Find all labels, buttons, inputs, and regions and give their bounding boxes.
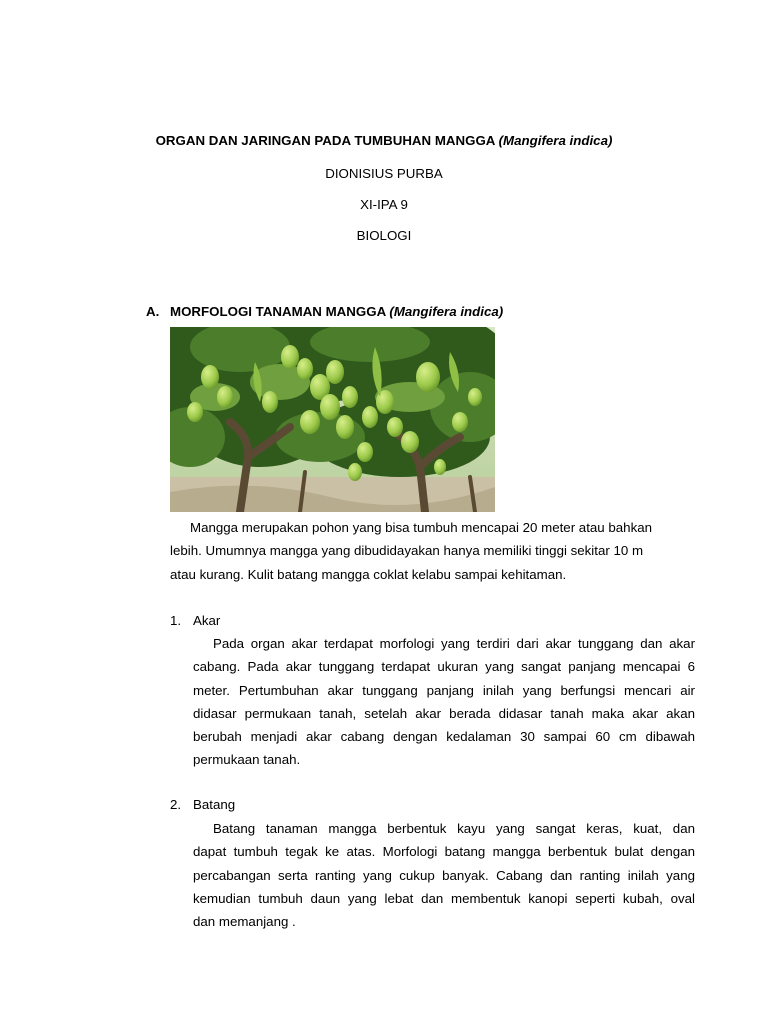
- author-name: DIONISIUS PURBA: [325, 166, 443, 181]
- akar-line: Pada organ akar terdapat morfologi yang terdiri dari akar tunggang dan akar: [213, 636, 695, 651]
- list-label: Batang: [193, 797, 236, 812]
- intro-line: atau kurang. Kulit batang mangga coklat kelabu sampai kehitaman.: [170, 566, 567, 582]
- list-number: 2.: [170, 797, 182, 812]
- section-a-heading-latin: (Mangifera indica): [389, 304, 504, 319]
- document-title-main: ORGAN DAN JARINGAN PADA TUMBUHAN MANGGA: [155, 133, 495, 148]
- batang-line: Batang tanaman mangga berbentuk kayu yang sangat keras, kuat, dan: [213, 821, 695, 836]
- section-a-heading: [146, 304, 503, 319]
- batang-line: dan memanjang .: [193, 914, 296, 930]
- section-a-letter: A.: [146, 304, 160, 319]
- akar-line: meter. Pertumbuhan akar tunggang panjang inilah yang berfungsi mencari air: [193, 682, 695, 698]
- intro-paragraph: [170, 516, 700, 586]
- section-a-heading-text: MORFOLOGI TANAMAN MANGGA: [170, 304, 386, 319]
- akar-paragraph: [193, 632, 695, 772]
- akar-line: didasar permukaan tanah, setelah akar berada didasar tanah maka akar akan: [193, 705, 695, 721]
- intro-line: lebih. Umumnya mangga yang dibudidayakan hanya memiliki tinggi sekitar 10 m: [170, 543, 644, 559]
- document-title-latin: (Mangifera indica): [498, 133, 613, 148]
- list-item-akar: [170, 613, 220, 628]
- mango-tree-photo: [170, 327, 495, 512]
- list-number: 1.: [170, 613, 182, 628]
- list-item-batang: [170, 797, 235, 812]
- akar-line: cabang. Pada akar tunggang terdapat ukuran yang sangat panjang mencapai 6: [193, 659, 695, 675]
- akar-line: permukaan tanah.: [193, 752, 301, 768]
- akar-line: berubah menjadi akar cabang dengan kedalaman 30 sampai 60 cm dibawah: [193, 729, 695, 745]
- batang-line: kemudian tumbuh daun yang lebat dan membentuk kanopi seperti kubah, oval: [193, 890, 695, 906]
- subject-name: BIOLOGI: [356, 228, 412, 243]
- intro-line: Mangga merupakan pohon yang bisa tumbuh mencapai 20 meter atau bahkan: [190, 520, 653, 535]
- batang-line: percabangan serta ranting yang cukup banyak. Cabang dan ranting inilah yang: [193, 867, 695, 883]
- list-label: Akar: [193, 613, 221, 628]
- document-title: [0, 133, 768, 148]
- batang-paragraph: [193, 817, 695, 933]
- class-name: XI-IPA 9: [360, 197, 408, 212]
- batang-line: dapat tumbuh tegak ke atas. Morfologi batang mangga berbentuk bulat dengan: [193, 844, 695, 860]
